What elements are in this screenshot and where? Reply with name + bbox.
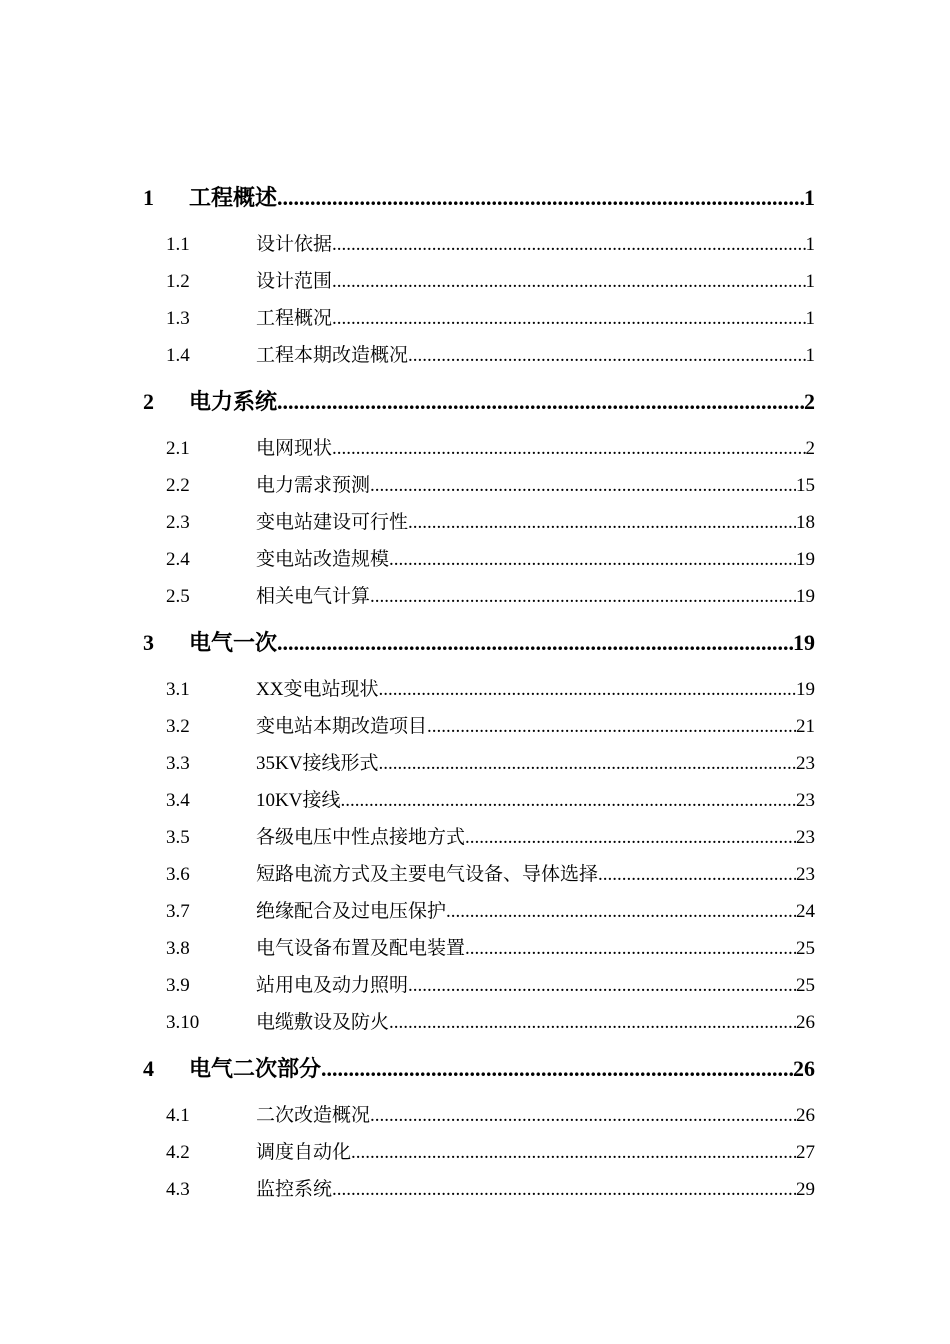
toc-section-3-1[interactable] (143, 671, 815, 708)
section-title: 二次改造概况 (256, 1105, 371, 1126)
dot-leader (427, 708, 796, 745)
section-number: 2.5 (166, 586, 190, 607)
section-number: 4.2 (166, 1142, 190, 1163)
page-number: 25 (796, 938, 815, 959)
section-title: 电网现状 (256, 438, 333, 459)
chapter-title: 电气二次部分 (189, 1056, 322, 1081)
page-number: 26 (796, 1012, 815, 1033)
section-number: 1.1 (166, 234, 190, 255)
dot-leader (465, 930, 796, 967)
section-title: 35KV接线形式 (256, 753, 379, 774)
toc-section-2-5[interactable] (143, 578, 815, 615)
dot-leader (332, 226, 805, 263)
toc-section-4-3[interactable] (143, 1171, 815, 1208)
section-number: 3.7 (166, 901, 190, 922)
section-number: 3.2 (166, 716, 190, 737)
section-number: 2.3 (166, 512, 190, 533)
toc-section-2-4[interactable] (143, 541, 815, 578)
dot-leader (277, 380, 804, 424)
section-number: 1.3 (166, 308, 190, 329)
page-number: 26 (793, 1056, 815, 1081)
dot-leader (408, 504, 796, 541)
toc-section-3-6[interactable] (143, 856, 815, 893)
chapter-title: 工程概述 (189, 185, 278, 210)
section-title: 工程概况 (256, 308, 333, 329)
page-number: 15 (796, 475, 815, 496)
section-title: 变电站本期改造项目 (256, 716, 428, 737)
dot-leader (370, 578, 796, 615)
page-number: 19 (796, 679, 815, 700)
section-number: 3.8 (166, 938, 190, 959)
page-number: 19 (796, 549, 815, 570)
page-number: 23 (796, 790, 815, 811)
dot-leader (370, 1097, 796, 1134)
dot-leader (378, 745, 796, 782)
section-number: 4.3 (166, 1179, 190, 1200)
page-number: 1 (805, 308, 815, 329)
toc-section-3-10[interactable] (143, 1004, 815, 1041)
dot-leader (277, 176, 804, 220)
section-number: 4.1 (166, 1105, 190, 1126)
toc-section-3-3[interactable] (143, 745, 815, 782)
page-number: 1 (804, 185, 815, 210)
toc-section-3-7[interactable] (143, 893, 815, 930)
page-number: 19 (796, 586, 815, 607)
section-number: 3.3 (166, 753, 190, 774)
page-number: 27 (796, 1142, 815, 1163)
toc-section-2-1[interactable] (143, 430, 815, 467)
section-title: 站用电及动力照明 (256, 975, 409, 996)
section-title: 电力需求预测 (256, 475, 371, 496)
chapter-number: 2 (143, 389, 154, 414)
section-title: 变电站改造规模 (256, 549, 390, 570)
dot-leader (332, 300, 805, 337)
dot-leader (332, 1171, 796, 1208)
dot-leader (389, 1004, 796, 1041)
page-number: 23 (796, 864, 815, 885)
section-title: XX变电站现状 (256, 679, 379, 700)
section-number: 3.10 (166, 1012, 200, 1033)
toc-section-3-4[interactable] (143, 782, 815, 819)
chapter-number: 1 (143, 185, 154, 210)
toc-section-2-3[interactable] (143, 504, 815, 541)
toc-chapter-2[interactable] (143, 380, 815, 424)
toc-chapter-4[interactable] (143, 1047, 815, 1091)
section-number: 1.4 (166, 345, 190, 366)
toc-section-4-2[interactable] (143, 1134, 815, 1171)
section-number: 3.4 (166, 790, 190, 811)
page-number: 23 (796, 827, 815, 848)
chapter-number: 3 (143, 630, 154, 655)
dot-leader (332, 263, 805, 300)
page-number: 1 (805, 345, 815, 366)
dot-leader (598, 856, 796, 893)
page-number: 23 (796, 753, 815, 774)
section-title: 电缆敷设及防火 (256, 1012, 390, 1033)
chapter-number: 4 (143, 1056, 154, 1081)
dot-leader (351, 1134, 796, 1171)
dot-leader (332, 430, 805, 467)
toc-section-3-2[interactable] (143, 708, 815, 745)
page-number: 2 (805, 438, 815, 459)
section-number: 1.2 (166, 271, 190, 292)
section-number: 3.1 (166, 679, 190, 700)
page-number: 2 (804, 389, 815, 414)
section-title: 相关电气计算 (256, 586, 371, 607)
page-number: 25 (796, 975, 815, 996)
section-title: 监控系统 (256, 1179, 333, 1200)
toc-section-1-3[interactable] (143, 300, 815, 337)
section-title: 10KV接线 (256, 790, 341, 811)
section-title: 工程本期改造概况 (256, 345, 409, 366)
page-number: 29 (796, 1179, 815, 1200)
page-number: 1 (805, 234, 815, 255)
dot-leader (340, 782, 796, 819)
toc-chapter-3[interactable] (143, 621, 815, 665)
section-number: 2.1 (166, 438, 190, 459)
chapter-title: 电气一次 (189, 630, 278, 655)
toc-section-3-9[interactable] (143, 967, 815, 1004)
section-title: 变电站建设可行性 (256, 512, 409, 533)
section-number: 2.2 (166, 475, 190, 496)
section-title: 各级电压中性点接地方式 (256, 827, 466, 848)
section-title: 设计依据 (256, 234, 333, 255)
page-number: 21 (796, 716, 815, 737)
section-number: 3.9 (166, 975, 190, 996)
toc-section-4-1[interactable] (143, 1097, 815, 1134)
toc-section-1-1[interactable] (143, 226, 815, 263)
dot-leader (370, 467, 796, 504)
toc-section-3-5[interactable] (143, 819, 815, 856)
page-number: 26 (796, 1105, 815, 1126)
page-number: 18 (796, 512, 815, 533)
dot-leader (446, 893, 796, 930)
toc-section-2-2[interactable] (143, 467, 815, 504)
dot-leader (408, 967, 796, 1004)
page-number: 24 (796, 901, 815, 922)
section-number: 2.4 (166, 549, 190, 570)
chapter-title: 电力系统 (189, 389, 278, 414)
toc-section-3-8[interactable] (143, 930, 815, 967)
table-of-contents (143, 176, 815, 1208)
toc-chapter-1[interactable] (143, 176, 815, 220)
toc-section-1-2[interactable] (143, 263, 815, 300)
toc-section-1-4[interactable] (143, 337, 815, 374)
section-number: 3.6 (166, 864, 190, 885)
dot-leader (277, 621, 793, 665)
dot-leader (321, 1047, 793, 1091)
section-title: 设计范围 (256, 271, 333, 292)
section-title: 绝缘配合及过电压保护 (256, 901, 447, 922)
dot-leader (465, 819, 796, 856)
page-number: 1 (805, 271, 815, 292)
section-title: 调度自动化 (256, 1142, 352, 1163)
dot-leader (389, 541, 796, 578)
page-number: 19 (793, 630, 815, 655)
section-title: 电气设备布置及配电装置 (256, 938, 466, 959)
section-number: 3.5 (166, 827, 190, 848)
dot-leader (408, 337, 805, 374)
dot-leader (378, 671, 796, 708)
section-title: 短路电流方式及主要电气设备、导体选择 (256, 864, 599, 885)
